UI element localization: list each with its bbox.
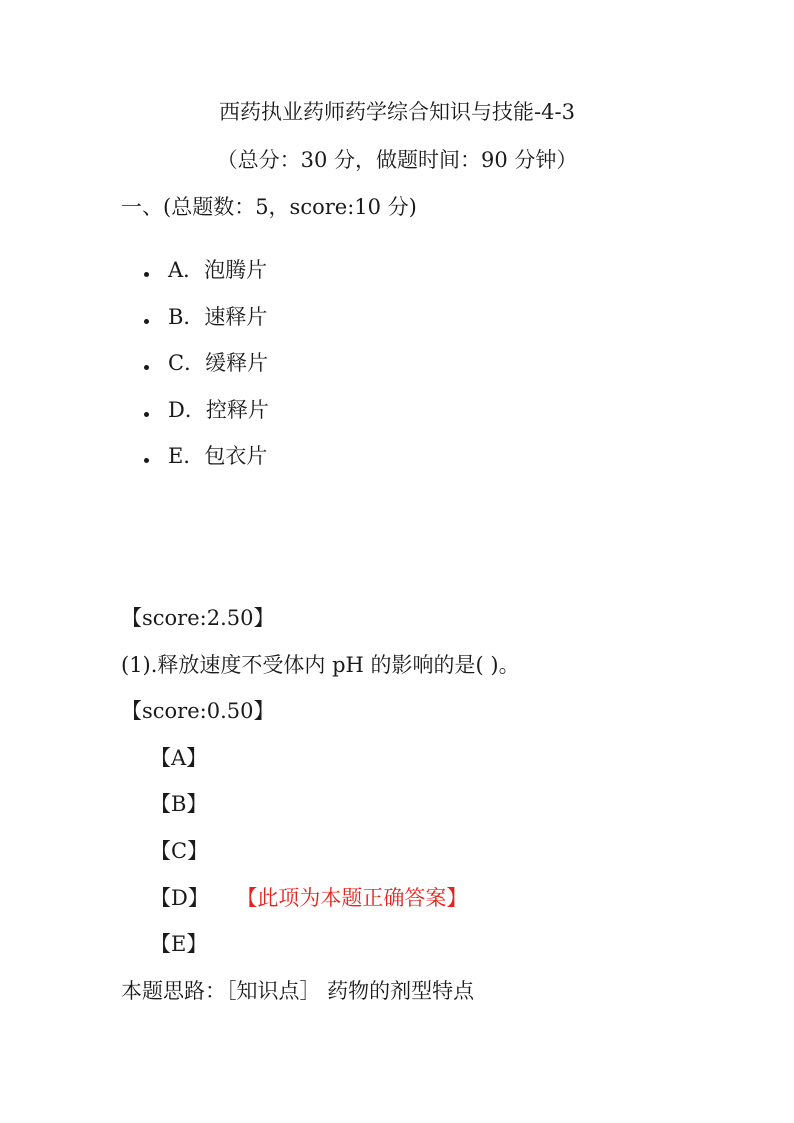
choice-d: 【D】 [150,886,209,910]
option-list [144,256,269,489]
choice-b: 【B】 [150,792,208,816]
correct-answer-note: 【此项为本题正确答案】 [246,886,468,910]
bullet-icon [144,365,149,370]
option-label: A．泡腾片 [168,258,268,282]
question-score: 【score:0.50】 [121,699,275,723]
option-label: E．包衣片 [168,444,268,468]
page-title: 西药执业药师药学综合知识与技能-4-3 [219,100,575,124]
choice-a: 【A】 [150,746,208,770]
choice-e: 【E】 [150,932,208,956]
group-score: 【score:2.50】 [121,606,275,630]
bullet-icon [144,319,149,324]
list-item [144,442,269,489]
choice-c: 【C】 [150,839,209,863]
list-item [144,303,269,350]
list-item [144,349,269,396]
option-label: D．控释片 [168,397,269,422]
section-heading: 一、(总题数：5，score:10 分) [121,195,417,219]
option-label: C．缓释片 [168,351,269,375]
option-label: B．速释片 [168,304,268,329]
question-text: (1).释放速度不受体内 pH 的影响的是( )。 [121,653,520,677]
bullet-icon [144,458,149,463]
choice-d-row [150,884,467,912]
bullet-icon [144,272,149,277]
page-subtitle: （总分：30 分，做题时间：90 分钟） [216,148,578,172]
list-item [144,256,269,303]
analysis-text: 本题思路：［知识点］ 药物的剂型特点 [121,979,475,1003]
bullet-icon [144,412,149,417]
list-item [144,396,269,443]
